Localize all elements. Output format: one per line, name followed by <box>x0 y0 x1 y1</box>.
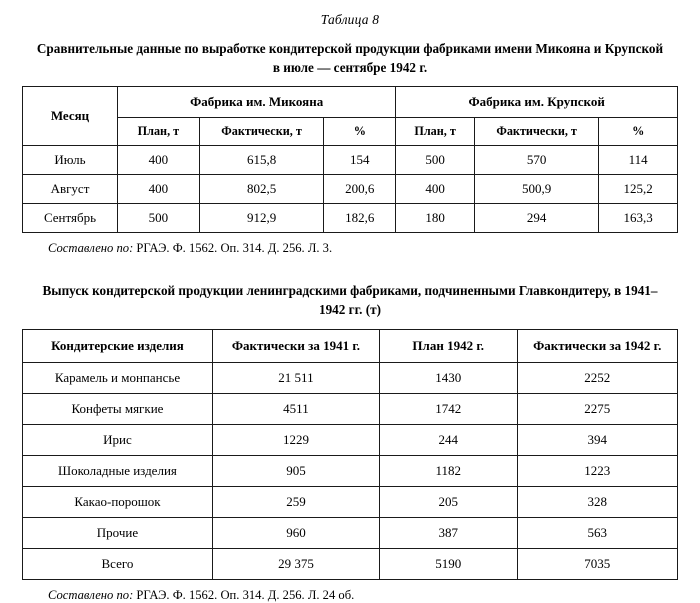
cell-product-name: Карамель и монпансье <box>23 362 213 393</box>
cell-plan-2: 500 <box>396 146 475 175</box>
cell-fact-1: 615,8 <box>199 146 323 175</box>
cell-fact-2: 294 <box>474 204 598 233</box>
cell-fact-1941: 1229 <box>212 424 379 455</box>
cell-product-name: Всего <box>23 548 213 579</box>
table-row <box>23 486 678 517</box>
cell-month: Сентябрь <box>23 204 118 233</box>
cell-fact-1: 912,9 <box>199 204 323 233</box>
cell-plan-1: 400 <box>117 146 199 175</box>
table-1-source-text: РГАЭ. Ф. 1562. Оп. 314. Д. 256. Л. 3. <box>133 241 333 256</box>
table-2-header-fact-1941: Фактически за 1941 г. <box>212 329 379 362</box>
table-1-source-prefix: Составлено по: <box>48 241 134 256</box>
table-1-subheader-fact-2: Фактически, т <box>474 118 598 146</box>
table-row <box>23 424 678 455</box>
cell-fact-1941: 29 375 <box>212 548 379 579</box>
cell-plan-1: 500 <box>117 204 199 233</box>
cell-product-name: Ирис <box>23 424 213 455</box>
cell-month: Июль <box>23 146 118 175</box>
table-1-header-group-krupskaya: Фабрика им. Крупской <box>396 87 678 118</box>
table-2-header-fact-1942: Фактически за 1942 г. <box>517 329 678 362</box>
table-row <box>23 175 678 204</box>
cell-product-name: Конфеты мягкие <box>23 393 213 424</box>
cell-fact-1941: 21 511 <box>212 362 379 393</box>
table-row <box>23 455 678 486</box>
table-1-title: Сравнительные данные по выработке кондитерской продукции фабриками имени Микояна и Крупской в июле — сентябре 1942 г. <box>36 41 664 75</box>
cell-fact-1941: 4511 <box>212 393 379 424</box>
table-1-header-month: Месяц <box>23 87 118 146</box>
cell-plan-1942: 205 <box>379 486 517 517</box>
table-1-subheader-pct-1: % <box>324 118 396 146</box>
table-1-subheader-plan-1: План, т <box>117 118 199 146</box>
cell-product-name: Прочие <box>23 517 213 548</box>
cell-plan-1942: 5190 <box>379 548 517 579</box>
table-1-source <box>48 241 678 256</box>
cell-pct-2: 125,2 <box>599 175 678 204</box>
table-1-header-row <box>23 87 678 118</box>
table-row <box>23 204 678 233</box>
cell-pct-1: 200,6 <box>324 175 396 204</box>
cell-fact-1942: 7035 <box>517 548 678 579</box>
table-2 <box>22 329 678 580</box>
table-2-source <box>48 588 678 603</box>
table-1 <box>22 86 678 233</box>
cell-plan-2: 180 <box>396 204 475 233</box>
cell-plan-1942: 1742 <box>379 393 517 424</box>
cell-plan-1942: 244 <box>379 424 517 455</box>
cell-pct-2: 114 <box>599 146 678 175</box>
cell-plan-1942: 1430 <box>379 362 517 393</box>
table-2-header-products: Кондитерские изделия <box>23 329 213 362</box>
cell-pct-1: 182,6 <box>324 204 396 233</box>
table-row <box>23 393 678 424</box>
cell-fact-2: 500,9 <box>474 175 598 204</box>
table-1-subheader-fact-1: Фактически, т <box>199 118 323 146</box>
cell-pct-2: 163,3 <box>599 204 678 233</box>
cell-pct-1: 154 <box>324 146 396 175</box>
cell-plan-2: 400 <box>396 175 475 204</box>
cell-fact-1942: 2252 <box>517 362 678 393</box>
table-row <box>23 362 678 393</box>
table-2-header-plan-1942: План 1942 г. <box>379 329 517 362</box>
table-1-number: Таблица 8 <box>320 12 380 27</box>
table-row <box>23 517 678 548</box>
table-2-header-row <box>23 329 678 362</box>
cell-fact-1942: 328 <box>517 486 678 517</box>
cell-product-name: Шоколадные изделия <box>23 455 213 486</box>
table-2-source-prefix: Составлено по: <box>48 587 134 602</box>
table-row <box>23 548 678 579</box>
cell-fact-1942: 563 <box>517 517 678 548</box>
cell-fact-1942: 394 <box>517 424 678 455</box>
cell-fact-1942: 2275 <box>517 393 678 424</box>
cell-fact-1941: 960 <box>212 517 379 548</box>
table-2-source-text: РГАЭ. Ф. 1562. Оп. 314. Д. 256. Л. 24 об. <box>133 587 355 602</box>
cell-fact-1941: 905 <box>212 455 379 486</box>
cell-month: Август <box>23 175 118 204</box>
table-1-subheader-pct-2: % <box>599 118 678 146</box>
cell-fact-2: 570 <box>474 146 598 175</box>
table-1-header-group-mikoyan: Фабрика им. Микояна <box>117 87 395 118</box>
cell-plan-1942: 1182 <box>379 455 517 486</box>
table-1-subheader-plan-2: План, т <box>396 118 475 146</box>
cell-fact-1: 802,5 <box>199 175 323 204</box>
cell-fact-1942: 1223 <box>517 455 678 486</box>
cell-product-name: Какао-порошок <box>23 486 213 517</box>
table-row <box>23 146 678 175</box>
cell-plan-1942: 387 <box>379 517 517 548</box>
table-2-title: Выпуск кондитерской продукции ленинградскими фабриками, подчиненными Главкондитеру, в 1941–1942 гг. (т) <box>42 283 658 318</box>
cell-plan-1: 400 <box>117 175 199 204</box>
section-spacer <box>22 256 678 282</box>
table-1-subheader-row <box>23 118 678 146</box>
cell-fact-1941: 259 <box>212 486 379 517</box>
